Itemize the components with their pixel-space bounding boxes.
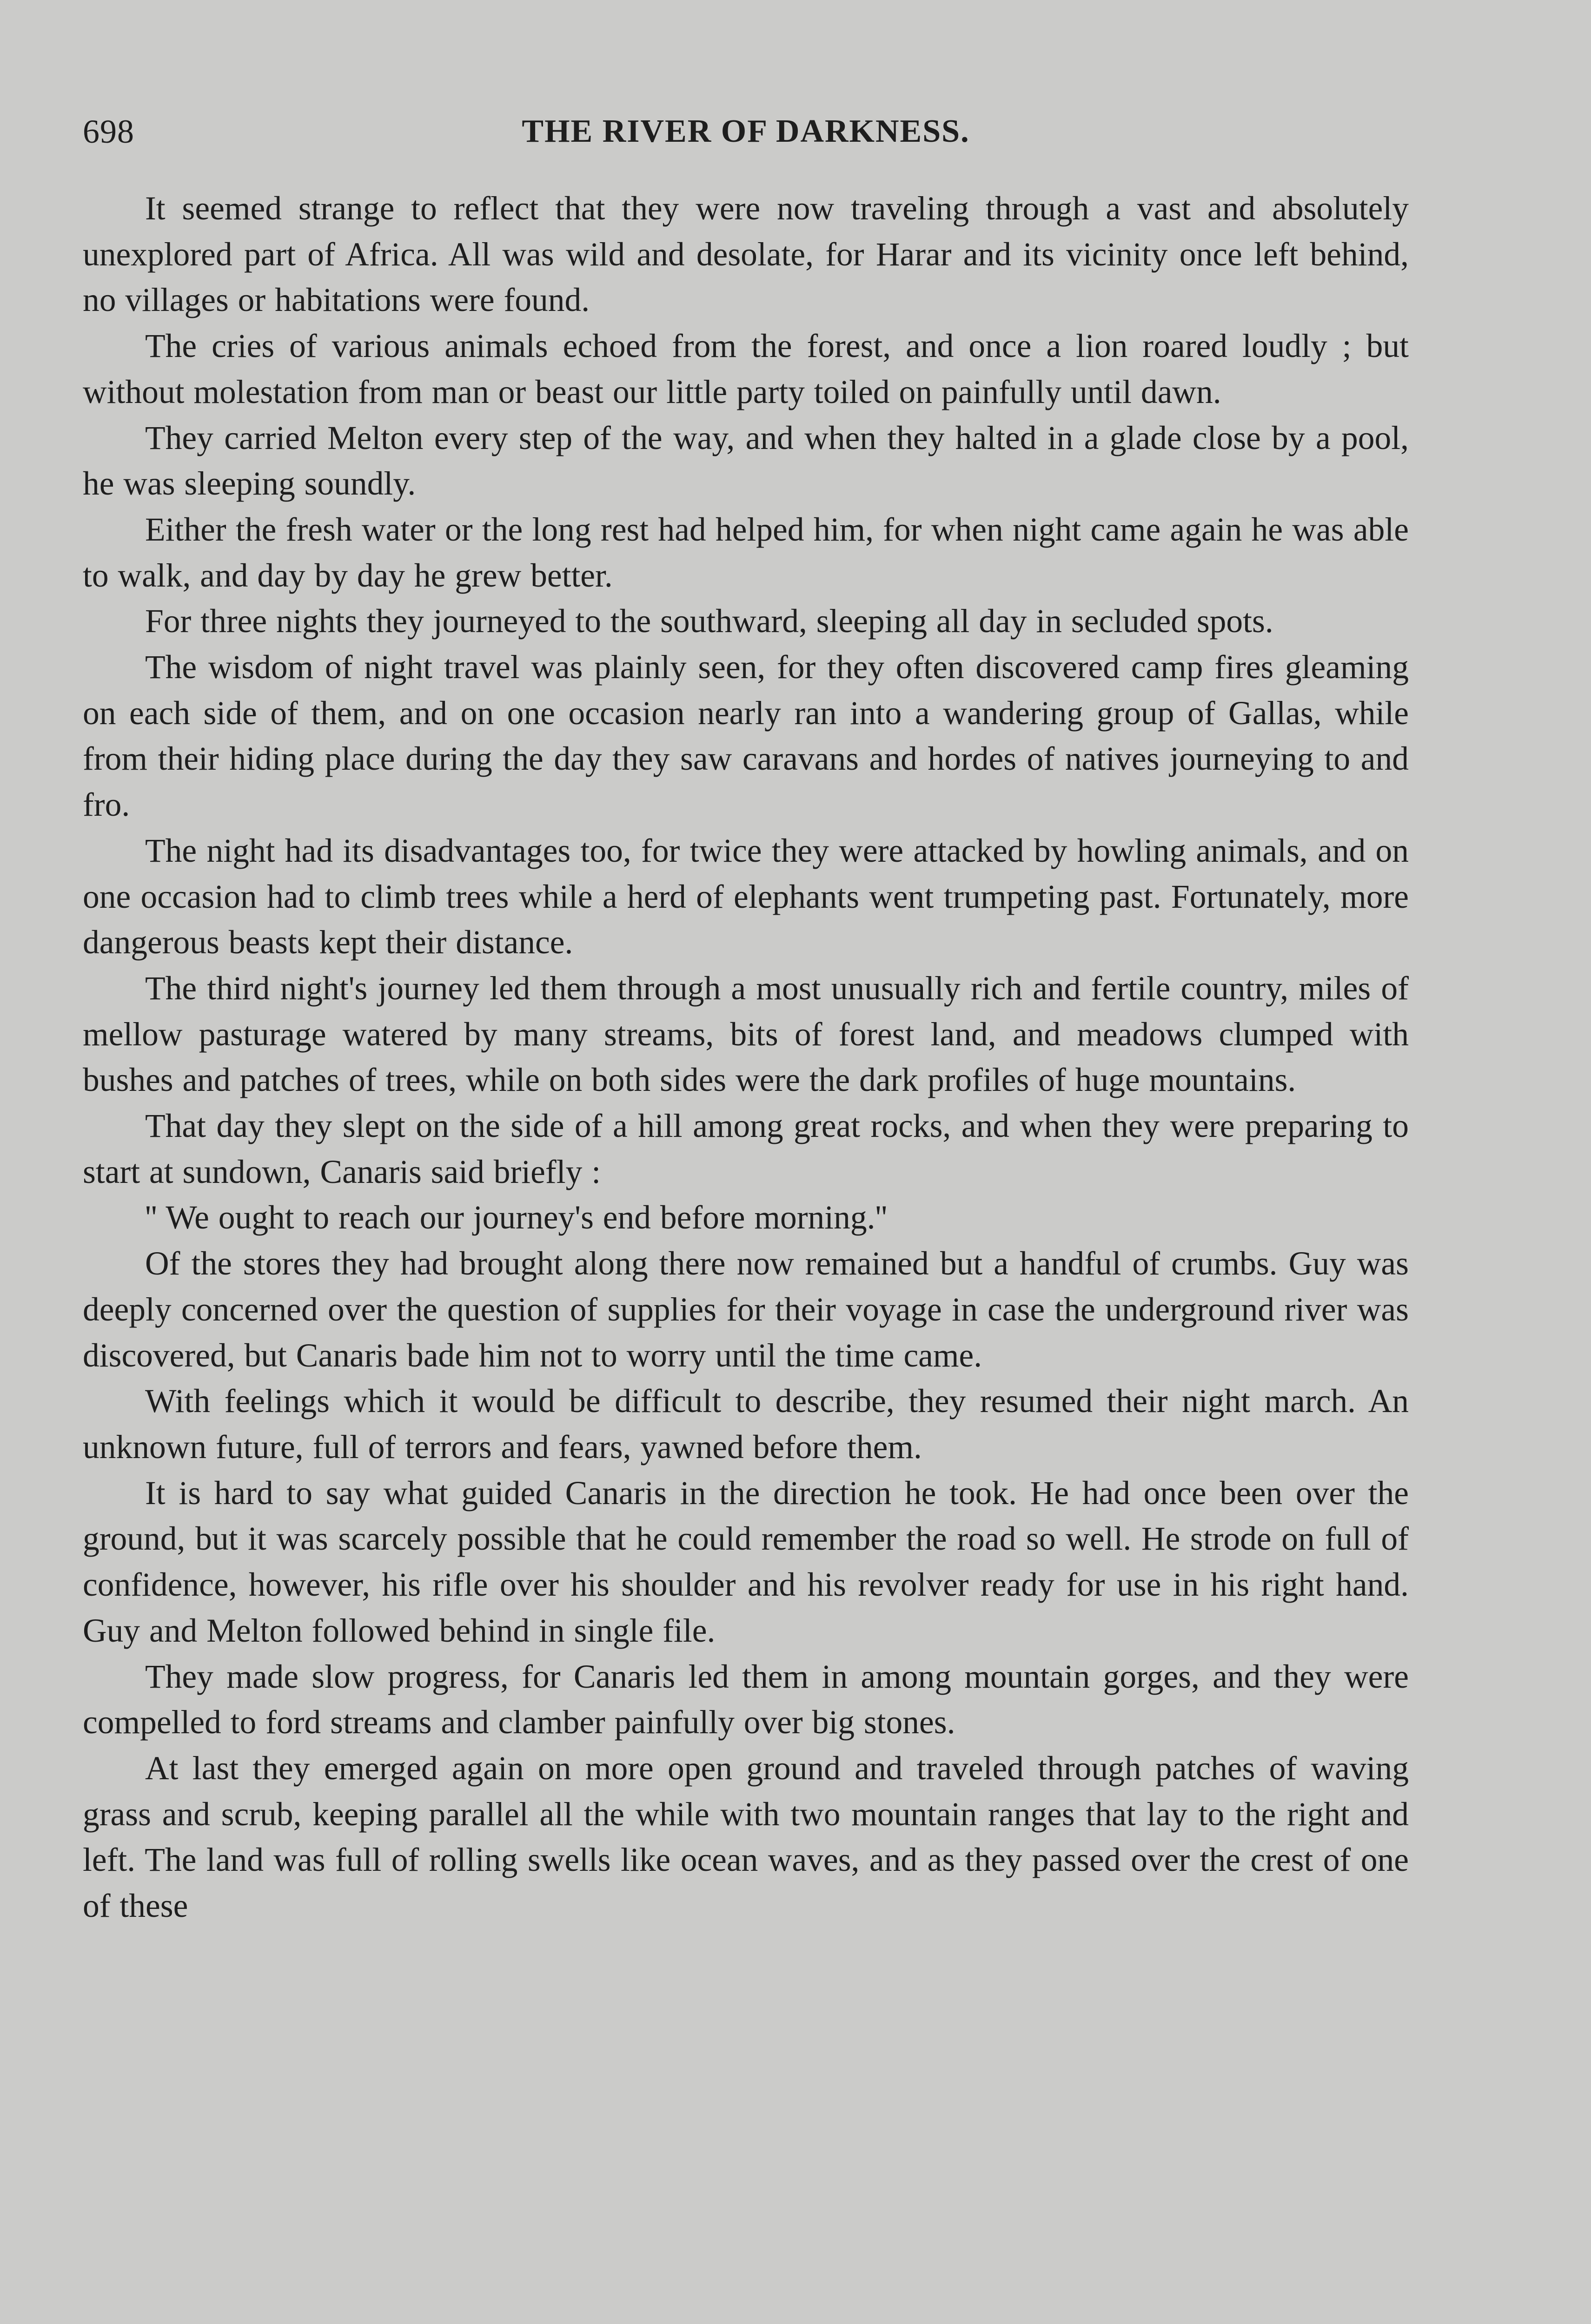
paragraph: The night had its disadvantages too, for twice they were attacked by howling animals, and on one occasion had to climb trees while a herd of elephants went trumpeting past. Fortunately, more dangerous beasts kept their distance.: [83, 832, 1409, 961]
running-title: THE RIVER OF DARKNESS.: [522, 113, 970, 149]
paragraph: The third night's journey led them through a most unusually rich and fertile country, miles of mellow pasturage watered by many streams, bits of forest land, and meadows clumped with bushes and patches of trees, while on both sides were the dark profiles of huge mountains.: [83, 970, 1409, 1099]
paragraph: Either the fresh water or the long rest had helped him, for when night came again he was able to walk, and day by day he grew better.: [83, 511, 1409, 594]
paragraph: At last they emerged again on more open ground and traveled through patches of waving grass and scrub, keeping parallel all the while with two mountain ranges that lay to the right and left. The land was full of rolling swells like ocean waves, and as they passed over the crest of one of these: [83, 1750, 1409, 1925]
paragraph: The cries of various animals echoed from the forest, and once a lion roared loudly ; but without molestation from man or beast our little party toiled on painfully until dawn.: [83, 328, 1409, 410]
paragraph: With feelings which it would be difficult to describe, they resumed their night march. An unknown future, full of terrors and fears, yawned before them.: [83, 1383, 1409, 1466]
paragraph: It seemed strange to reflect that they were now traveling through a vast and absolutely unexplored part of Africa. All was wild and desolate, for Harar and its vicinity once left behind, no villages or habitations were found.: [83, 190, 1409, 319]
paragraph: It is hard to say what guided Canaris in the direction he took. He had once been over the ground, but it was scarcely possible that he could remember the road so well. He strode on full of confidence, however, his rifle over his shoulder and his revolver ready for use in his right hand. Guy and Melton followed behind in single file.: [83, 1474, 1409, 1649]
page-number: 698: [83, 113, 134, 150]
paragraph: They made slow progress, for Canaris led them in among mountain gorges, and they were compelled to ford streams and clamber painfully over big stones.: [83, 1658, 1409, 1741]
body-text: [83, 186, 1409, 1929]
paragraph: That day they slept on the side of a hill among great rocks, and when they were preparing to start at sundown, Canaris said briefly :: [83, 1108, 1409, 1190]
paragraph: The wisdom of night travel was plainly seen, for they often discovered camp fires gleaming on each side of them, and on one occasion nearly ran into a wandering group of Gallas, while from their hiding place during the day they saw caravans and hordes of natives journeying to and fro.: [83, 649, 1409, 824]
paragraph: They carried Melton every step of the way, and when they halted in a glade close by a pool, he was sleeping soundly.: [83, 419, 1409, 502]
paragraph: For three nights they journeyed to the southward, sleeping all day in secluded spots.: [145, 603, 1273, 640]
running-head: [83, 106, 1409, 157]
paragraph: Of the stores they had brought along there now remained but a handful of crumbs. Guy was deeply concerned over the question of supplies for their voyage in case the underground river was discovered, but Canaris bade him not to worry until the time came.: [83, 1245, 1409, 1374]
paragraph: '' We ought to reach our journey's end before morning.'': [145, 1199, 888, 1236]
